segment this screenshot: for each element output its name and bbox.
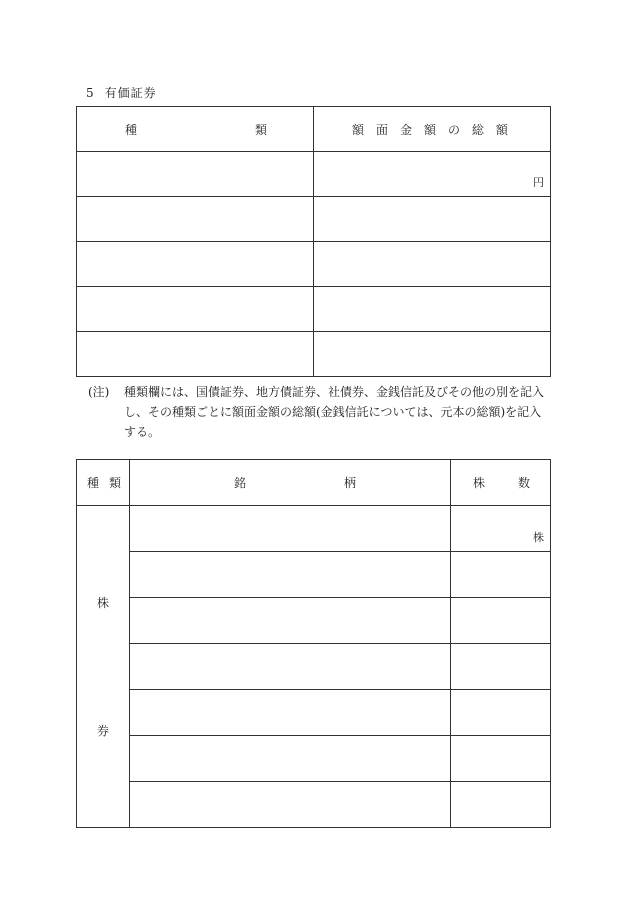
section-number: 5 xyxy=(86,86,95,100)
table-row xyxy=(77,552,551,598)
brand-input-cell[interactable] xyxy=(130,552,451,598)
securities-header-row xyxy=(77,107,551,152)
kind-input-cell[interactable] xyxy=(77,152,314,197)
brand-input-cell[interactable] xyxy=(130,782,451,828)
stock-table xyxy=(76,459,551,828)
note-label: (注) xyxy=(88,385,110,399)
kind-input-cell[interactable] xyxy=(77,242,314,287)
table-row xyxy=(77,242,551,287)
table-row xyxy=(77,644,551,690)
header-face-amount-total: 額 面 金 額 の 総 額 xyxy=(314,107,551,152)
instruction-note xyxy=(88,382,550,442)
amount-input-cell[interactable] xyxy=(314,332,551,377)
stock-header-row xyxy=(77,460,551,506)
brand-input-cell[interactable] xyxy=(130,644,451,690)
securities-table xyxy=(76,106,551,377)
section-title: 有価証券 xyxy=(104,86,157,100)
kind-char-stock: 株 xyxy=(96,596,109,610)
shares-unit-label: 株 xyxy=(533,531,544,544)
share-count-input-cell[interactable] xyxy=(451,736,551,782)
header-share-count: 株 数 xyxy=(451,460,551,506)
header-kind: 種 類 xyxy=(77,107,314,152)
section-heading xyxy=(86,84,157,101)
header-type: 種 類 xyxy=(77,460,130,506)
amount-input-cell[interactable] xyxy=(314,152,551,197)
table-row xyxy=(77,598,551,644)
share-count-input-cell[interactable] xyxy=(451,690,551,736)
brand-input-cell[interactable] xyxy=(130,690,451,736)
share-count-input-cell[interactable] xyxy=(451,552,551,598)
brand-input-cell[interactable] xyxy=(130,736,451,782)
kind-input-cell[interactable] xyxy=(77,332,314,377)
table-row xyxy=(77,506,551,552)
share-count-input-cell[interactable] xyxy=(451,598,551,644)
table-row xyxy=(77,690,551,736)
table-row xyxy=(77,152,551,197)
table-row xyxy=(77,332,551,377)
amount-input-cell[interactable] xyxy=(314,197,551,242)
kind-input-cell[interactable] xyxy=(77,287,314,332)
share-count-input-cell[interactable] xyxy=(451,644,551,690)
amount-input-cell[interactable] xyxy=(314,287,551,332)
brand-input-cell[interactable] xyxy=(130,506,451,552)
table-row xyxy=(77,287,551,332)
brand-input-cell[interactable] xyxy=(130,598,451,644)
kind-input-cell[interactable] xyxy=(77,197,314,242)
note-text: 種類欄には、国債証券、地方債証券、社債券、金銭信託及びその他の別を記入し、その種類ごとに額面金額の総額(金銭信託については、元本の総額)を記入する。 xyxy=(124,385,545,439)
table-row xyxy=(77,736,551,782)
stock-kind-label-cell xyxy=(77,506,130,828)
table-row xyxy=(77,782,551,828)
kind-char-certificate: 券 xyxy=(96,724,109,738)
table-row xyxy=(77,197,551,242)
header-brand: 銘 柄 xyxy=(130,460,451,506)
yen-unit-label: 円 xyxy=(533,176,544,189)
amount-input-cell[interactable] xyxy=(314,242,551,287)
share-count-input-cell[interactable] xyxy=(451,782,551,828)
share-count-input-cell[interactable] xyxy=(451,506,551,552)
